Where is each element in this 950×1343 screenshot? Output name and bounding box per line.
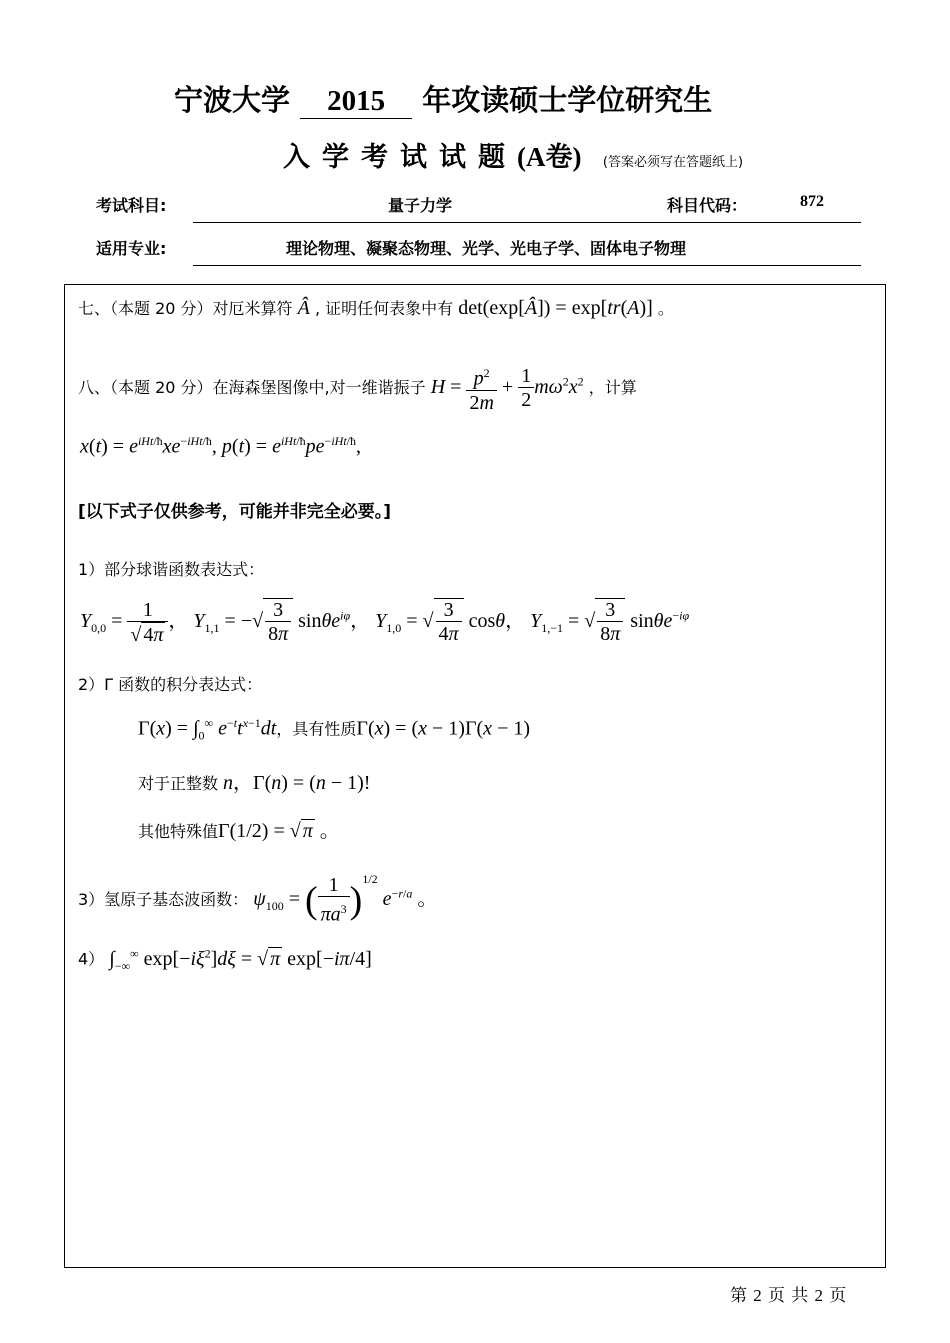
exam-subtitle <box>283 135 743 174</box>
answer-note: (答案必须写在答题纸上) <box>602 155 744 170</box>
major-label: 适用专业: <box>96 239 167 258</box>
q8-text: 八、（本题 20 分）在海森堡图像中,对一维谐振子 <box>78 377 426 397</box>
gaussian-integral-formula: $\int_{-\infty}^\infty$ $\exp[-i\xi^2]d\xi$ = √ π exp[−iπ/4] <box>109 946 372 973</box>
item-3-label: 3）氢原子基态波函数： <box>78 890 249 909</box>
gamma-special-label: 其他特殊值 <box>138 822 219 841</box>
item-4-label: 4） <box>78 949 105 969</box>
question-7 <box>78 296 674 320</box>
divider-1 <box>193 222 861 223</box>
operator-a-hat: Â <box>297 297 310 319</box>
gamma-property-label: ，具有性质 <box>276 719 357 739</box>
gamma-integral-formula: $\Gamma(x) = \int_0^\infty$ $e^{-t}t^{x-1}dt$，具有性质Γ(x) = (x − 1)Γ(x − 1) <box>138 716 531 743</box>
reference-heading: [以下式子仅供参考，可能并非完全必要。] <box>78 502 392 522</box>
reference-item-1: 1）部分球谐函数表达式： <box>78 560 265 579</box>
gamma-integer-formula: 对于正整数 n，Γ(n) = (n − 1)! <box>138 772 371 794</box>
divider-2 <box>193 265 861 266</box>
exam-year: 2015 <box>300 84 412 119</box>
q7-end: 。 <box>657 299 674 318</box>
subtitle-text: 入学考试试题 <box>283 142 517 173</box>
reference-item-2: 2）Γ 函数的积分表达式： <box>78 675 263 694</box>
hydrogen-wavefunction-formula: $\psi_{100}$ = ( $\frac{1}{\pi a^3}$ )$^{1/2}$ $e^{-r/a}$ 。 <box>253 872 438 926</box>
subject-value: 量子力学 <box>388 196 453 215</box>
spherical-harmonics-formula: $Y_{0,0}$ = $\frac{1}{√ 4\pi}$ ， $Y_{1,1}$ = −√ $\frac{3}{8\pi}$ sinθe$^{i\varphi}$， $Y_{1,0}$ = √ $\frac{3}{4\pi}$ cosθ， $Y_{1,-1}$ = √ $\frac{3}{8\pi}$ sinθe$^{-i\varphi}$ <box>80 598 690 646</box>
subject-label: 考试科目: <box>96 196 167 215</box>
reference-item-4 <box>78 946 372 974</box>
reference-item-3 <box>78 872 437 927</box>
question-8 <box>78 362 637 415</box>
q7-mid: , 证明任何表象中有 <box>314 299 454 318</box>
q8-operators-formula: $x(t) = e^{iHt/ħ}xe^{-iHt/ħ}$, $p(t) = e^{iHt/ħ}pe^{-iHt/ħ}$, <box>80 434 362 458</box>
gamma-special-formula: 其他特殊值Γ(1/2) = √ π 。 <box>138 820 340 842</box>
gamma-integer-label: 对于正整数 <box>138 774 219 793</box>
paper-version: (A卷) <box>517 142 582 172</box>
q8-end: ，计算 <box>588 377 637 397</box>
q7-text: 七、（本题 20 分）对厄米算符 <box>78 299 293 318</box>
hamiltonian-formula: H = $\frac{p^2}{2m}$ + $\frac{1}{2}$ $m\omega^2x^2$ <box>431 376 584 398</box>
title-prefix: 宁波大学 <box>174 83 291 117</box>
q7-formula: det(exp[Â]) = exp[tr(A)] <box>458 297 653 319</box>
code-label: 科目代码： <box>667 196 748 215</box>
title-suffix: 年攻读硕士学位研究生 <box>422 83 713 117</box>
exam-title <box>174 78 712 119</box>
code-value: 872 <box>800 193 824 210</box>
page-number: 第 2 页 共 2 页 <box>730 1286 848 1305</box>
major-value: 理论物理、凝聚态物理、光学、光电子学、固体电子物理 <box>286 239 687 258</box>
